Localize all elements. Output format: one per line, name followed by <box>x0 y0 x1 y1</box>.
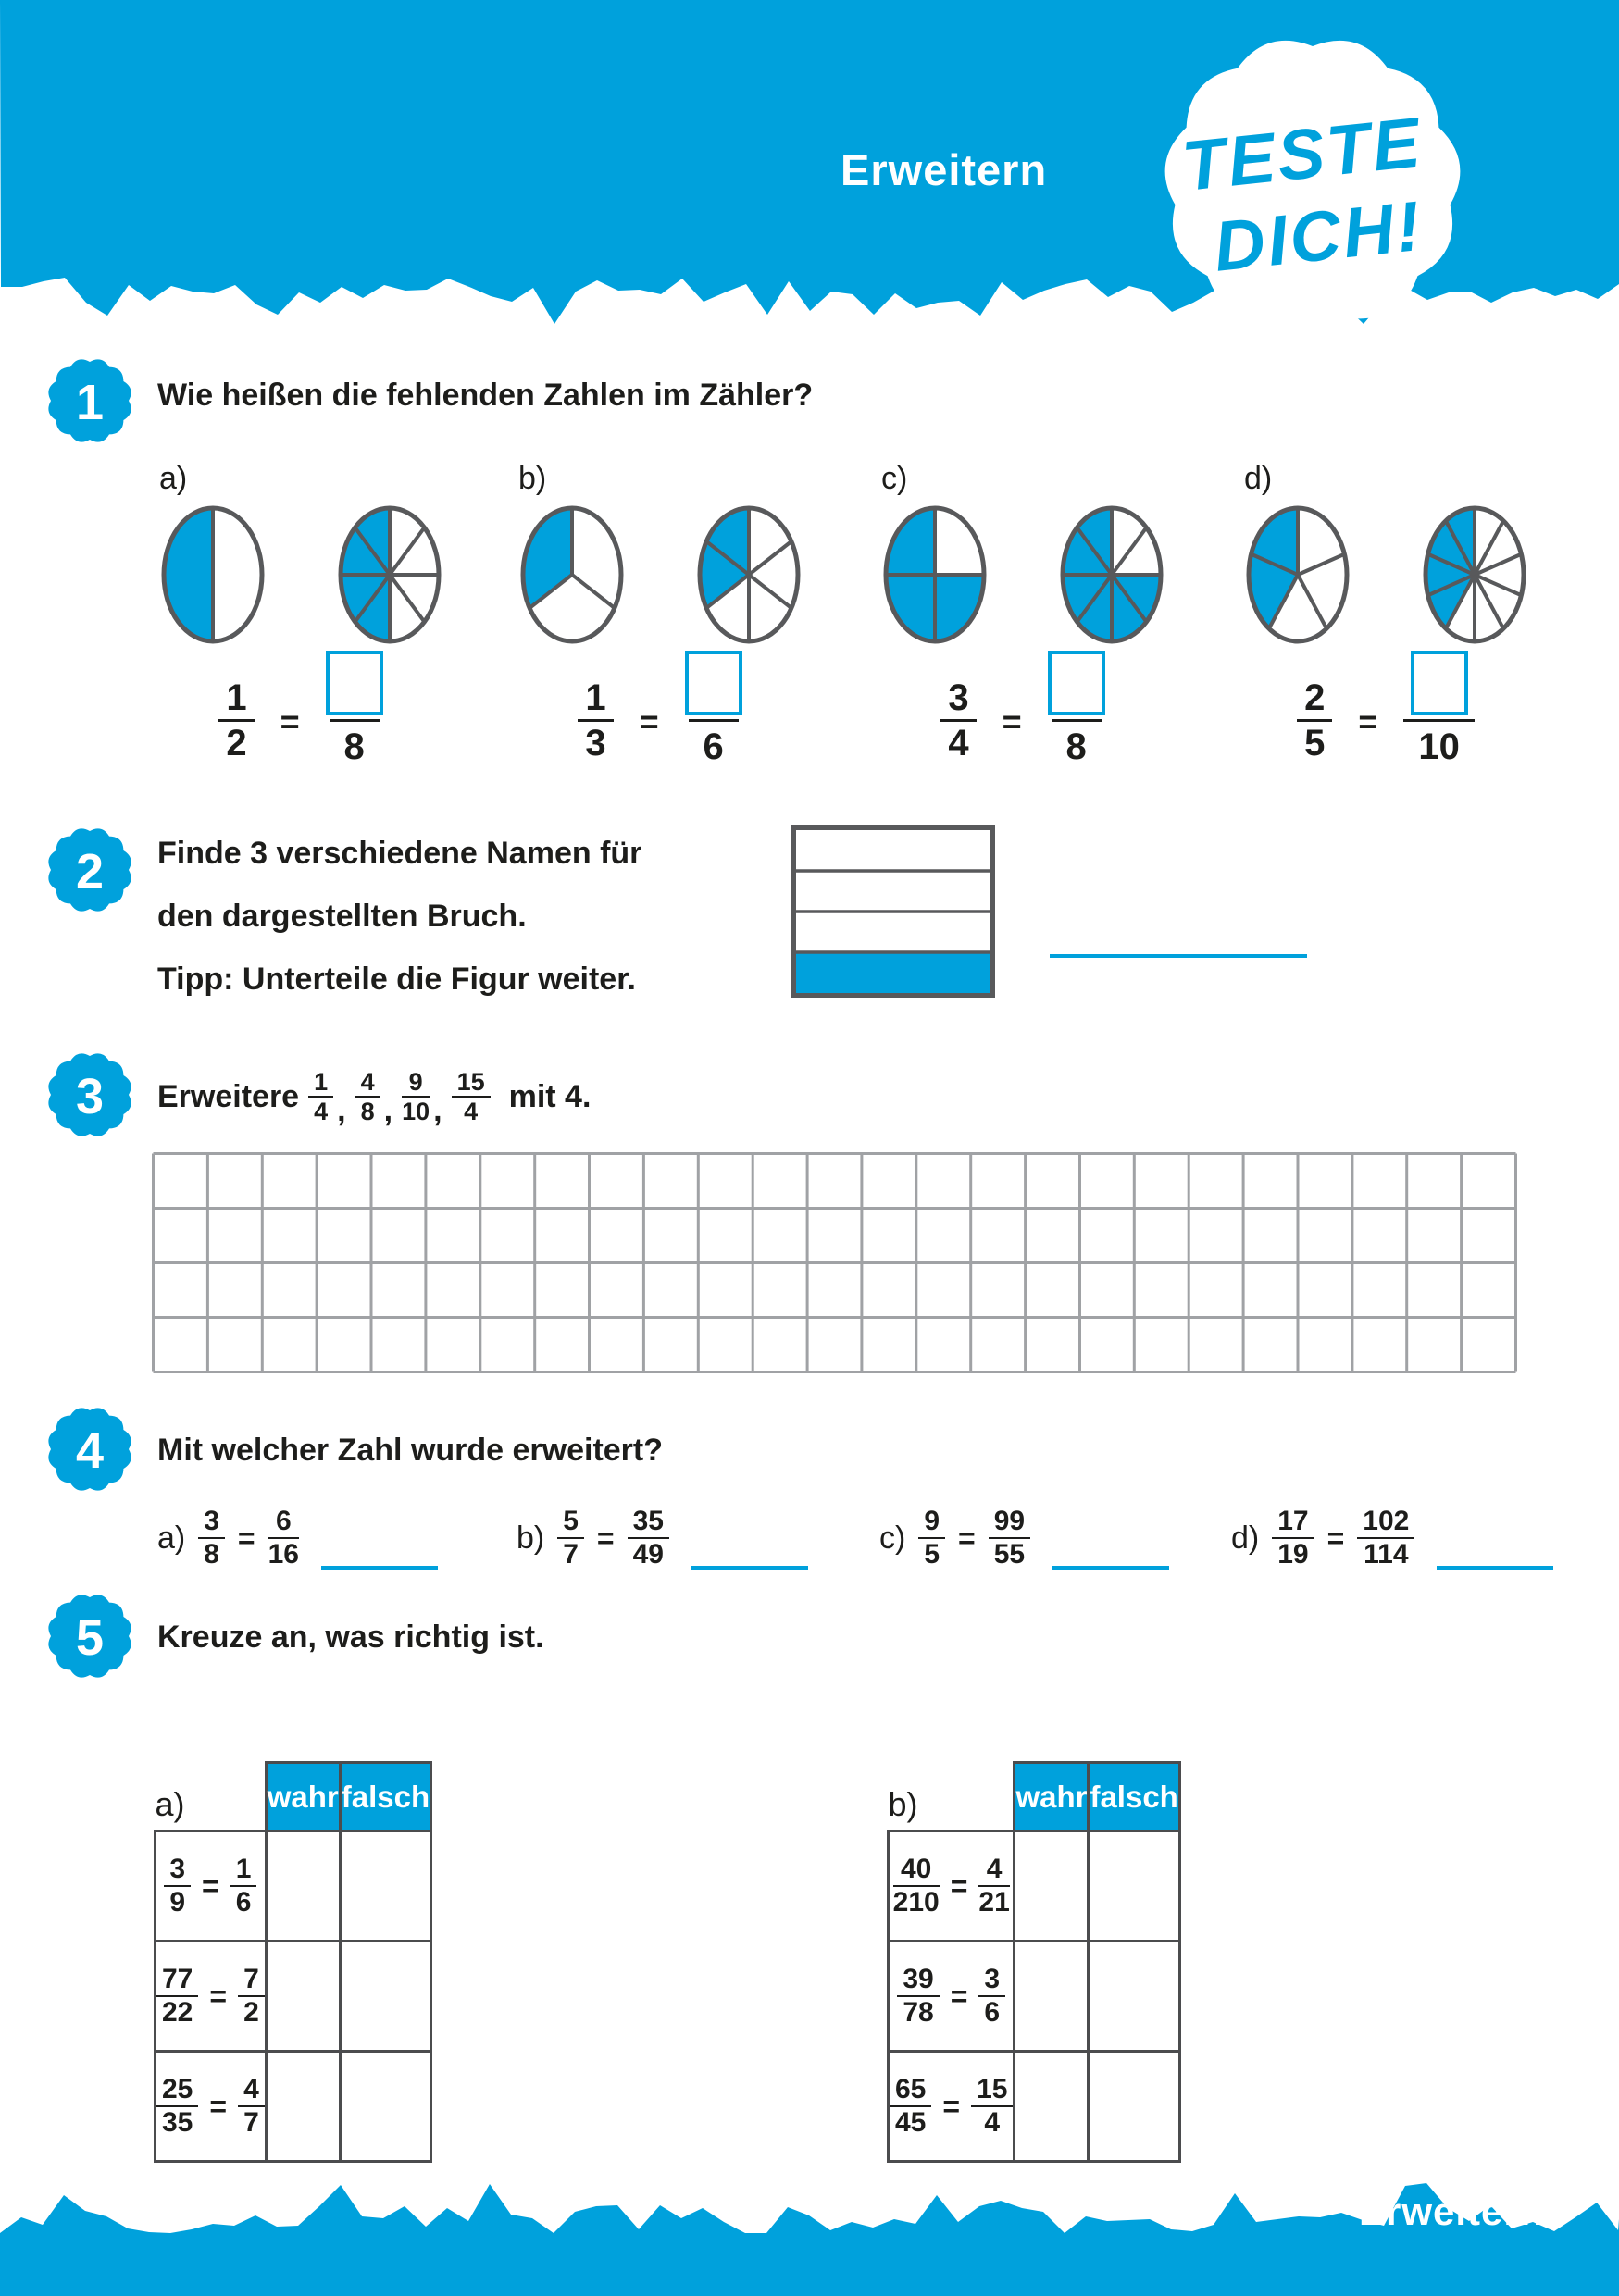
numerator: 1 <box>578 676 613 722</box>
fraction <box>238 1964 265 2029</box>
equals-sign: = <box>202 1868 219 1903</box>
numerator: 1 <box>230 1854 257 1887</box>
equals-sign: = <box>1358 702 1378 740</box>
column-header-falsch: falsch <box>1089 1763 1179 1831</box>
equals-sign: = <box>1326 1520 1345 1555</box>
table-row <box>156 1942 431 2052</box>
numerator: 3 <box>978 1964 1005 1997</box>
fraction-bar-figure <box>791 825 995 998</box>
missing-numerator-box[interactable] <box>1048 651 1105 715</box>
denominator: 45 <box>895 2107 927 2138</box>
task5-number: 5 <box>75 1610 105 1666</box>
statement-cell <box>156 1831 267 1942</box>
fraction <box>890 2074 931 2139</box>
denominator: 6 <box>689 719 739 768</box>
fraction <box>918 1506 945 1570</box>
table-row <box>889 1942 1180 2052</box>
denominator: 35 <box>162 2107 193 2138</box>
badge-line-2: DICH! <box>1210 186 1427 287</box>
numerator: 102 <box>1357 1506 1414 1539</box>
numerator: 6 <box>268 1506 299 1539</box>
denominator: 10 <box>402 1098 430 1125</box>
numerator: 17 <box>1272 1506 1314 1539</box>
denominator: 4 <box>984 2107 1001 2138</box>
fraction <box>1272 1506 1314 1570</box>
equals-sign: = <box>209 2089 228 2123</box>
statement-cell <box>156 2052 267 2162</box>
task1-item-b <box>518 461 796 785</box>
fraction-equation <box>1244 651 1522 768</box>
true-false-table-a <box>154 1761 432 2163</box>
missing-fraction <box>1403 651 1475 768</box>
statement-cell <box>156 1942 267 2052</box>
item-label: a) <box>159 461 188 496</box>
denominator: 8 <box>330 719 380 768</box>
denominator: 210 <box>892 1887 940 1917</box>
numerator: 65 <box>890 2074 931 2107</box>
denominator: 6 <box>984 1997 1001 2028</box>
task1-badge <box>34 345 145 456</box>
pie-chart-10-slices <box>1421 503 1528 646</box>
working-grid[interactable] <box>152 1152 1517 1374</box>
task2-text <box>157 822 641 1011</box>
column-header-wahr: wahr <box>266 1763 340 1831</box>
denominator: 16 <box>268 1539 299 1570</box>
task4-item-b <box>517 1496 808 1581</box>
equals-sign: = <box>950 1868 968 1903</box>
item-label: c) <box>879 1520 906 1556</box>
slice-divider <box>1298 554 1344 575</box>
pie-chart-8-slices <box>1058 503 1165 646</box>
fraction-equation <box>518 651 796 768</box>
slice-divider <box>1112 527 1146 575</box>
equals-sign: = <box>280 702 300 740</box>
equals-sign: = <box>958 1520 976 1555</box>
denominator: 6 <box>235 1887 252 1917</box>
item-label: d) <box>1231 1520 1260 1556</box>
table-label: a) <box>155 1785 185 1823</box>
task1-item-c <box>881 461 1159 785</box>
fraction <box>578 676 613 764</box>
numerator: 25 <box>156 2074 198 2107</box>
task2-number: 2 <box>75 844 105 900</box>
answer-line[interactable] <box>1437 1566 1553 1570</box>
slice-divider <box>390 527 424 575</box>
checkbox-cell-wahr[interactable] <box>1015 2052 1089 2162</box>
pie-chart-5-slices <box>1244 503 1351 646</box>
denominator: 4 <box>314 1098 329 1125</box>
numerator: 3 <box>164 1854 191 1887</box>
denominator: 10 <box>1403 719 1475 768</box>
equals-sign: = <box>1002 702 1022 740</box>
fraction <box>978 1964 1005 2029</box>
missing-numerator-box[interactable] <box>326 651 383 715</box>
numerator: 3 <box>198 1506 225 1539</box>
numerator: 39 <box>897 1964 939 1997</box>
pie-pair <box>1244 503 1522 648</box>
checkbox-cell-falsch[interactable] <box>1089 1942 1179 2052</box>
equals-sign: = <box>942 2089 961 2123</box>
task4-item-a <box>157 1496 438 1581</box>
item-label: d) <box>1244 461 1273 496</box>
denominator: 5 <box>924 1539 940 1570</box>
denominator: 49 <box>632 1539 664 1570</box>
pie-chart-8-slices <box>336 503 443 646</box>
column-header-falsch: falsch <box>340 1763 430 1831</box>
pie-pair <box>881 503 1159 648</box>
task3-instruction <box>157 1058 591 1136</box>
denominator: 55 <box>993 1539 1026 1570</box>
fraction <box>1357 1506 1414 1570</box>
fraction <box>557 1506 584 1570</box>
denominator: 21 <box>978 1887 1010 1917</box>
task3-suffix: mit 4. <box>508 1078 592 1114</box>
slice-divider <box>1298 575 1326 628</box>
pie-chart-6-slices <box>695 503 803 646</box>
task2-line-1: Finde 3 verschiedene Namen für <box>157 836 642 871</box>
missing-fraction <box>685 651 742 768</box>
table-row <box>156 1831 431 1942</box>
task3-prefix: Erweitere <box>157 1078 300 1114</box>
denominator: 8 <box>204 1539 219 1570</box>
table-label-cell <box>156 1763 267 1831</box>
table-row <box>156 2052 431 2162</box>
denominator: 9 <box>169 1887 186 1917</box>
task4-badge <box>34 1394 145 1505</box>
answer-line[interactable] <box>1052 1566 1169 1570</box>
fraction <box>156 1964 198 2029</box>
fraction <box>978 1854 1009 1918</box>
task3-number: 3 <box>75 1069 105 1124</box>
separator: , <box>433 1093 442 1128</box>
numerator: 9 <box>918 1506 945 1539</box>
numerator: 15 <box>452 1068 491 1098</box>
task1-question: Wie heißen die fehlenden Zahlen im Zähler? <box>157 378 814 413</box>
denominator: 4 <box>464 1098 479 1125</box>
shaded-slice <box>164 508 213 641</box>
task2-answer-line[interactable] <box>1050 954 1307 958</box>
missing-numerator-box[interactable] <box>1411 651 1468 715</box>
fraction <box>940 676 976 764</box>
slice-divider <box>749 575 791 608</box>
pie-pair <box>159 503 437 648</box>
checkbox-cell-wahr[interactable] <box>266 2052 340 2162</box>
numerator: 15 <box>971 2074 1013 2107</box>
table-header-row <box>156 1763 431 1831</box>
fraction <box>897 1964 939 2029</box>
checkbox-cell-falsch[interactable] <box>1089 1831 1179 1942</box>
task1-item-a <box>159 461 437 785</box>
statement-cell <box>889 1942 1015 2052</box>
fraction <box>230 1854 257 1918</box>
fraction <box>452 1068 491 1125</box>
numerator: 5 <box>557 1506 584 1539</box>
numerator: 4 <box>978 1854 1009 1887</box>
numerator: 3 <box>940 676 976 722</box>
denominator: 4 <box>948 723 969 763</box>
checkbox-cell-wahr[interactable] <box>266 1831 340 1942</box>
pie-chart-3-slices <box>518 503 626 646</box>
item-label: c) <box>881 461 908 496</box>
checkbox-cell-falsch[interactable] <box>1089 2052 1179 2162</box>
table-header-row <box>889 1763 1180 1831</box>
fraction <box>268 1506 299 1570</box>
answer-line[interactable] <box>321 1566 438 1570</box>
fraction <box>238 2074 265 2139</box>
numerator: 4 <box>355 1068 380 1098</box>
denominator: 8 <box>360 1098 375 1125</box>
denominator: 8 <box>1052 719 1102 768</box>
slice-divider <box>749 541 791 575</box>
checkbox-cell-wahr[interactable] <box>266 1942 340 2052</box>
denominator: 114 <box>1364 1539 1409 1570</box>
numerator: 99 <box>989 1506 1030 1539</box>
task2-line-2: den dargestellten Bruch. <box>157 899 527 934</box>
footer-label: Erweitern <box>1359 2190 1545 2233</box>
equals-sign: = <box>237 1520 255 1555</box>
column-header-wahr: wahr <box>1015 1763 1089 1831</box>
statement-cell <box>889 1831 1015 1942</box>
equals-sign: = <box>639 702 659 740</box>
fraction-equation <box>881 651 1159 768</box>
numerator: 1 <box>308 1068 333 1098</box>
denominator: 2 <box>243 1997 259 2028</box>
answer-line[interactable] <box>691 1566 808 1570</box>
table-label-cell <box>889 1763 1015 1831</box>
denominator: 3 <box>585 723 606 763</box>
numerator: 1 <box>218 676 254 722</box>
item-label: b) <box>517 1520 545 1556</box>
checkbox-cell-wahr[interactable] <box>1015 1942 1089 2052</box>
checkbox-cell-falsch[interactable] <box>340 1831 430 1942</box>
pie-chart-2-slices <box>159 503 267 646</box>
numerator: 7 <box>238 1964 265 1997</box>
task1-item-d <box>1244 461 1522 785</box>
denominator: 78 <box>903 1997 934 2028</box>
badge-line-1: TESTE <box>1178 103 1426 206</box>
pie-pair <box>518 503 796 648</box>
missing-numerator-box[interactable] <box>685 651 742 715</box>
task5-badge <box>34 1581 145 1692</box>
denominator: 7 <box>563 1539 579 1570</box>
numerator: 9 <box>402 1068 430 1098</box>
fraction <box>156 2074 198 2139</box>
missing-fraction <box>326 651 383 768</box>
table-label: b) <box>888 1785 918 1823</box>
statement-cell <box>889 2052 1015 2162</box>
numerator: 40 <box>893 1854 940 1887</box>
task1-number: 1 <box>75 375 105 430</box>
fraction <box>402 1068 430 1125</box>
checkbox-cell-falsch[interactable] <box>340 2052 430 2162</box>
table-row <box>889 1831 1180 1942</box>
task2-line-3: Tipp: Unterteile die Figur weiter. <box>157 962 637 997</box>
equals-sign: = <box>209 1979 228 2013</box>
slice-divider <box>390 575 424 622</box>
checkbox-cell-wahr[interactable] <box>1015 1831 1089 1942</box>
numerator: 35 <box>628 1506 669 1539</box>
page-title: Erweitern <box>841 145 1048 194</box>
denominator: 22 <box>162 1997 193 2028</box>
separator: , <box>383 1093 393 1128</box>
denominator: 5 <box>1304 723 1326 763</box>
task2-badge <box>34 814 145 925</box>
fraction <box>989 1506 1030 1570</box>
task4-number: 4 <box>75 1423 105 1479</box>
missing-fraction <box>1048 651 1105 768</box>
denominator: 2 <box>226 723 247 763</box>
item-label: a) <box>157 1520 186 1556</box>
slice-divider <box>572 575 615 608</box>
table-row <box>889 2052 1180 2162</box>
checkbox-cell-falsch[interactable] <box>340 1942 430 2052</box>
numerator: 4 <box>238 2074 265 2107</box>
fraction <box>355 1068 380 1125</box>
separator: , <box>337 1093 346 1128</box>
equals-sign: = <box>596 1520 615 1555</box>
denominator: 7 <box>243 2107 259 2138</box>
pie-chart-4-slices <box>881 503 989 646</box>
fraction <box>218 676 254 764</box>
shaded-row <box>796 952 990 993</box>
fraction <box>971 2074 1013 2139</box>
task4-item-c <box>879 1496 1169 1581</box>
task5-question: Kreuze an, was richtig ist. <box>157 1620 544 1655</box>
item-label: b) <box>518 461 547 496</box>
task3-badge <box>34 1039 145 1150</box>
fraction <box>308 1068 333 1125</box>
fraction <box>164 1854 191 1918</box>
true-false-table-b <box>887 1761 1181 2163</box>
fraction <box>1297 676 1332 764</box>
fraction <box>893 1854 940 1918</box>
fraction <box>198 1506 225 1570</box>
fraction-equation <box>159 651 437 768</box>
denominator: 19 <box>1277 1539 1309 1570</box>
task4-question: Mit welcher Zahl wurde erweitert? <box>157 1433 664 1468</box>
equals-sign: = <box>950 1979 968 2013</box>
numerator: 2 <box>1297 676 1332 722</box>
task4-item-d <box>1231 1496 1553 1581</box>
task3-fractions <box>308 1068 491 1128</box>
fraction <box>628 1506 669 1570</box>
numerator: 77 <box>156 1964 198 1997</box>
